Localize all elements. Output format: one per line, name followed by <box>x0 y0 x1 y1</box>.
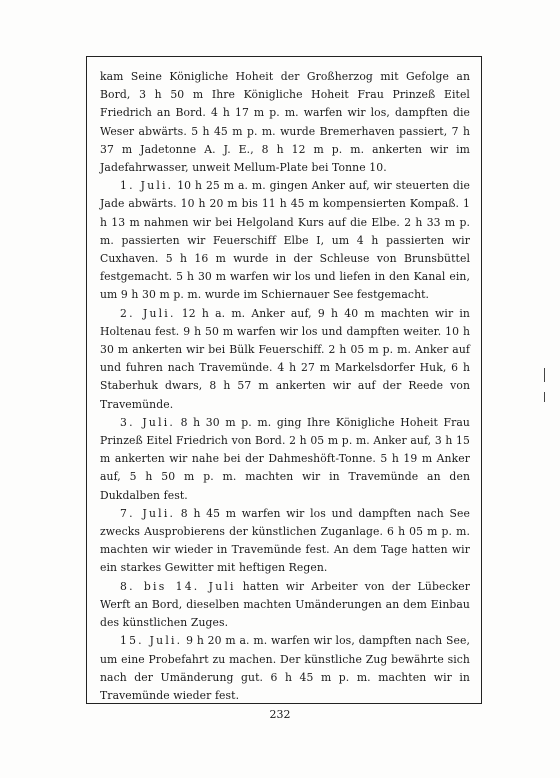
paragraph-text: 10 h 25 m a. m. gingen Anker auf, wir steuerten die Jade abwärts. 10 h 20 m bis 11 h 45 m kompensierten Kompaß. 1 h 13 m nahmen wir bei Helgoland Kurs auf die Elbe. 2 h 33 m p. m. passierten wir Feuerschiff Elbe I, um 4 h passierten wir Cuxhaven. 5 h 16 m wurde in der Schleuse von Brunsbüttel festgemacht. 5 h 30 m warfen wir los und liefen in den Kanal ein, um 9 h 30 m p. m. wurde im Schiernauer See festgemacht. <box>100 179 470 302</box>
date-label: 2. Juli. <box>120 306 176 320</box>
date-label: 3. Juli. <box>120 415 176 429</box>
page-number: 232 <box>269 708 291 721</box>
date-label: 1. Juli. <box>120 179 174 193</box>
paragraph-july-15 <box>100 632 470 705</box>
date-label: 15. Juli. <box>120 634 183 648</box>
paragraph-july-7 <box>100 505 470 578</box>
paragraph-text: hatten wir Arbeiter von der Lübecker Werft an Bord, dieselben machten Umänderungen an dem Einbau des künstlichen Zuges. <box>100 579 470 630</box>
paragraph-july-3 <box>100 414 470 505</box>
paragraph-july-2 <box>100 305 470 414</box>
paragraph-continuation <box>100 68 470 177</box>
paragraph-text: 8 h 45 m warfen wir los und dampften nach See zwecks Ausprobierens der künstlichen Zuganlage. 6 h 05 m p. m. machten wir wieder in Travemünde fest. An dem Tage hatten wir ein starkes Gewitter mit heftigen Regen. <box>100 506 470 575</box>
scan-edge-mark <box>544 368 545 382</box>
paragraph-text: 9 h 20 m a. m. warfen wir los, dampften nach See, um eine Probefahrt zu machen. Der künstliche Zug bewährte sich nach der Umänderung gut. 6 h 45 m p. m. machten wir in Travemünde wieder fest. <box>100 634 470 702</box>
date-label: 7. Juli. <box>120 506 176 520</box>
scan-edge-mark <box>544 392 545 402</box>
paragraph-text: 8 h 30 m p. m. ging Ihre Königliche Hoheit Frau Prinzeß Eitel Friedrich von Bord. 2 h 05 m p. m. Anker auf, 3 h 15 m ankerten wir nahe bei der Dahmeshöft-Tonne. 5 h 19 m Anker auf, 5 h 50 m p. m. machten wir in Travemünde an den Dukdalben fest. <box>100 415 470 502</box>
paragraph-july-1 <box>100 177 470 304</box>
paragraph-text: kam Seine Königliche Hoheit der Großherzog mit Gefolge an Bord, 3 h 50 m Ihre Königliche Hoheit Frau Prinzeß Eitel Friedrich an Bord. 4 h 17 m p. m. warfen wir los, dampften die Weser abwärts. 5 h 45 m p. m. wurde Bremerhaven passiert, 7 h 37 m Jadetonne A. J. E., 8 h 12 m p. m. ankerten wir im Jadefahrwasser, unweit Mellum-Plate bei Tonne 10. <box>100 70 470 175</box>
paragraph-july-8-14 <box>100 578 470 633</box>
body-text <box>100 68 470 705</box>
paragraph-text: 12 h a. m. Anker auf, 9 h 40 m machten wir in Holtenau fest. 9 h 50 m warfen wir los und dampften weiter. 10 h 30 m ankerten wir bei Bülk Feuerschiff. 2 h 05 m p. m. Anker auf und fuhren nach Travemünde. 4 h 27 m Markelsdorfer Huk, 6 h Staberhuk dwars, 8 h 57 m ankerten wir auf der Reede von Travemünde. <box>100 306 470 411</box>
date-label: 8. bis 14. Juli <box>120 579 236 593</box>
